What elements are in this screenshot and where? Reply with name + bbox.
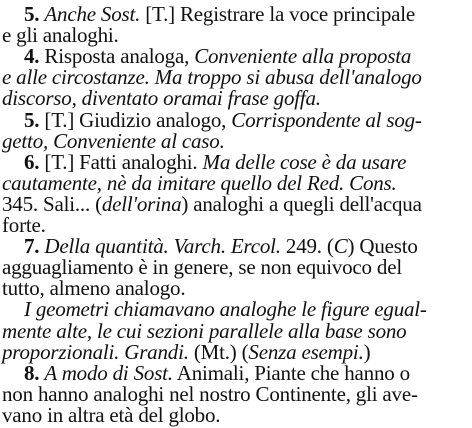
italic-text: mente alte, le cui sezioni parallele alla base sono [2,318,407,343]
sense-number: 5. [24,107,45,132]
text-segment: Risposta analoga, [44,44,195,69]
text-segment: 249. ( [280,234,334,259]
italic-text: Corrispondente al sog- [231,107,422,132]
text-segment: vano in altra età del globo. [2,402,221,427]
text-segment: 345. Sali... ( [2,191,102,216]
text-segment: ) Questo [347,234,418,259]
sense-number: 7. [24,234,45,259]
italic-text: Anche Sost. [44,2,141,26]
sense-number: 6. [24,149,45,174]
italic-text: Della quantità. Varch. Ercol. [44,234,281,259]
text-segment: ) [363,339,371,364]
text-segment: tutto, almeno analogo. [2,276,186,301]
italic-text: A modo di Sost. [44,360,173,385]
text-segment: [T.] Giudizio analogo, [44,107,232,132]
italic-text: e alle circostanze. Ma troppo si abusa dell'analogo [2,65,422,90]
italic-text: cautamente, nè da imitare quello del Red. Cons. [2,170,397,195]
text-segment: Animali, Piante che hanno o [172,360,410,385]
text-segment: non hanno analoghi nel nostro Continente, gli ave- [2,381,418,406]
sense-number: 8. [24,360,45,385]
text-segment: forte. [2,213,46,237]
text-segment: [T.] Fatti analoghi. [44,149,203,174]
italic-text: Senza esempi. [248,339,364,364]
sense-number: 4. [24,44,45,69]
text-segment: (Mt.) ( [188,339,249,364]
sense-number: 5. [24,2,45,26]
italic-text: I geometri chiamavano analoghe le figure egual- [24,297,427,322]
italic-text: C [333,234,348,259]
text-line [2,192,422,217]
italic-text: getto, Conveniente al caso. [2,128,225,153]
italic-text: Ma delle cose è da usare [202,149,407,174]
text-segment: e gli analoghi. [2,23,119,48]
italic-text: discorso, diventato oramai frase goffa. [2,86,321,111]
text-segment: agguagliamento è in genere, se non equivoco del [2,255,402,280]
italic-text: Conveniente alla proposta [194,44,412,69]
text-segment: ) analoghi a quegli dell'acqua [181,191,422,216]
text-segment: [T.] Registrare la voce principale [140,2,415,26]
italic-text: proporzionali. Grandi. [2,339,189,364]
text-line [2,403,220,428]
italic-text: dell'orina [101,191,182,216]
